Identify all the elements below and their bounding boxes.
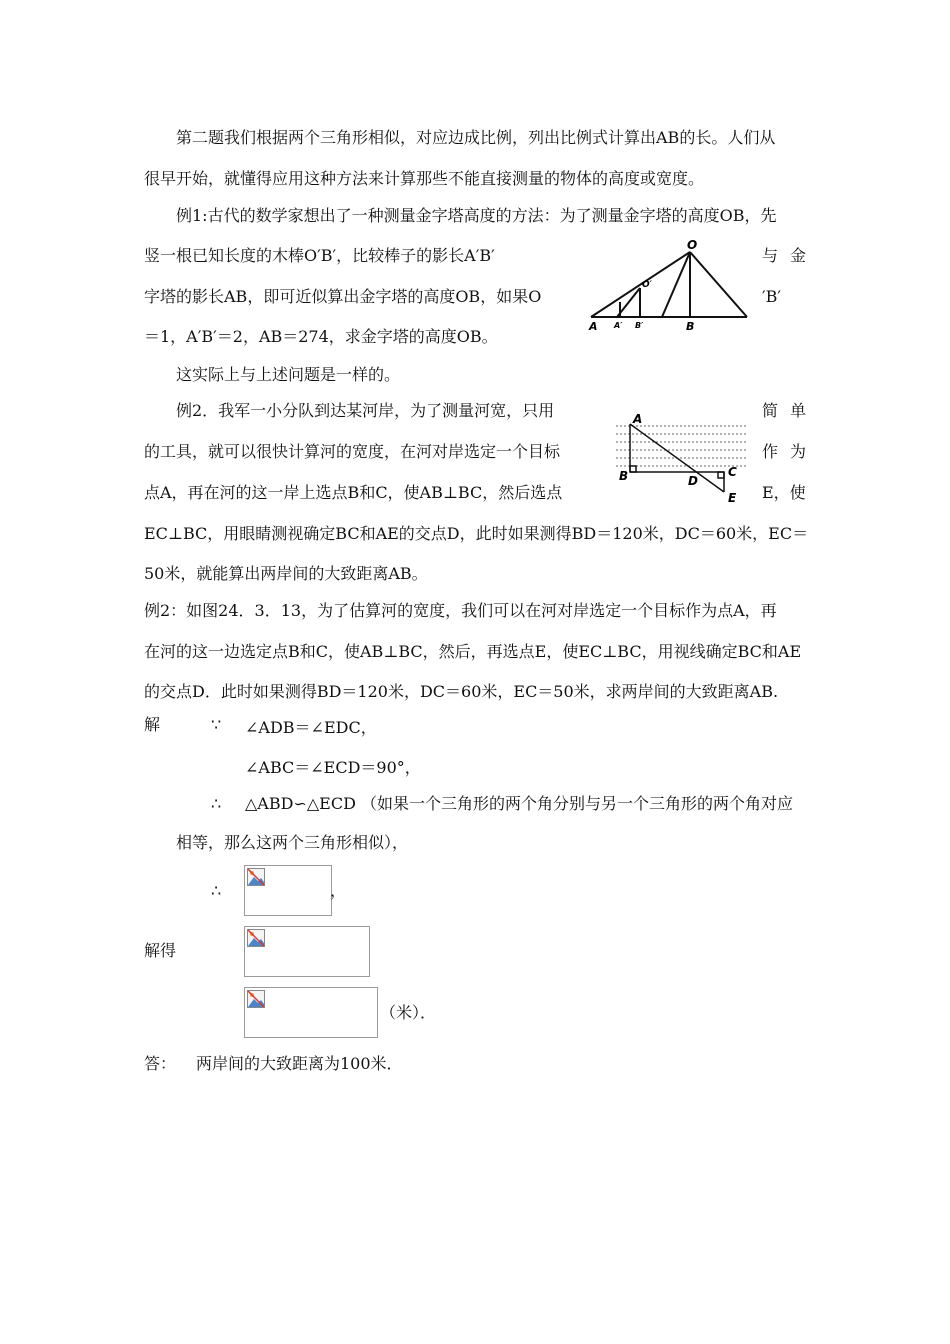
formula-comma: ， <box>330 881 347 900</box>
ex1-line3a: 字塔的影长AB，即可近似算出金字塔的高度OB，如果O <box>144 287 542 306</box>
solution-step1: ∠ADB＝∠EDC， <box>245 718 377 737</box>
fig2-right-angle-b <box>630 466 636 472</box>
same-problem-note: 这实际上与上述问题是一样的。 <box>176 365 401 384</box>
para-intro-line1: 第二题我们根据两个三角形相似，对应边成比例，列出比例式计算出AB的长。人们从 <box>176 128 776 147</box>
ex3-line1: 例2：如图24．3．13，为了估算河的宽度，我们可以在河对岸选定一个目标作为点A，再 <box>144 601 777 620</box>
fig1-label-a: A <box>589 320 598 333</box>
solution-label: 解 <box>144 715 161 734</box>
ex1-line1: 例1:古代的数学家想出了一种测量金字塔高度的方法：为了测量金字塔的高度OB，先 <box>176 206 777 225</box>
fig2-label-c: C <box>728 465 737 479</box>
ex1-line2b-char1: 与 <box>762 246 779 265</box>
broken-image-icon <box>247 929 265 947</box>
because-symbol: ∵ <box>211 715 222 734</box>
solve-label: 解得 <box>144 941 177 960</box>
fig2-label-b: B <box>619 469 629 483</box>
fig2-label-e: E <box>728 491 737 505</box>
fig1-label-b: B <box>686 320 695 333</box>
ex2-line2a: 的工具，就可以很快计算河的宽度，在河对岸选定一个目标 <box>144 442 561 461</box>
fig2-right-angle-c <box>718 472 724 478</box>
ex1-line2a: 竖一根已知长度的木棒O′B′，比较棒子的影长A′B′ <box>144 246 495 265</box>
ex2-line2b-char2: 为 <box>789 442 806 461</box>
fig1-slope-right <box>690 252 747 317</box>
solution-step4: 相等，那么这两个三角形相似）， <box>176 833 409 852</box>
therefore-symbol-1: ∴ <box>211 794 222 813</box>
ex1-line2b-char2: 金 <box>789 246 806 265</box>
unit-meters: （米）． <box>380 1003 437 1022</box>
fig1-label-a-prime: A′ <box>614 321 623 330</box>
ex1-line2b <box>762 245 806 267</box>
broken-image-icon <box>247 868 265 886</box>
ex2-line1b-char2: 单 <box>789 401 806 420</box>
ex2-line1b <box>762 400 806 422</box>
ex2-line2b-char1: 作 <box>762 442 779 461</box>
formula-image-3 <box>244 987 378 1038</box>
formula-image-1 <box>244 865 332 916</box>
fig2-label-d: D <box>688 474 698 488</box>
ex1-line4: ＝1，A′B′＝2，AB＝274，求金字塔的高度OB。 <box>144 327 498 346</box>
answer-text: 两岸间的大致距离为100米． <box>196 1054 403 1073</box>
fig1-label-o: O <box>687 240 698 252</box>
ex1-line3b: ′B′ <box>762 287 782 306</box>
fig2-label-a: A <box>633 412 643 426</box>
ex2-line4: EC⊥BC，用眼睛测视确定BC和AE的交点D，此时如果测得BD＝120米，DC＝60米，EC＝ <box>144 524 809 543</box>
fig1-label-o-prime: O′ <box>642 280 653 290</box>
ex3-line3: 的交点D．此时如果测得BD＝120米，DC＝60米，EC＝50米，求两岸间的大致距离AB. <box>144 682 779 701</box>
solution-step2: ∠ABC＝∠ECD＝90°， <box>245 758 421 777</box>
ex2-line3b: E，使 <box>762 483 806 502</box>
ex3-line2: 在河的这一边选定点B和C，使AB⊥BC，然后，再选点E，使EC⊥BC，用视线确定BC和AE <box>144 642 802 661</box>
ex2-line1b-char1: 简 <box>762 401 779 420</box>
pyramid-figure <box>587 240 757 335</box>
broken-image-icon <box>247 990 265 1008</box>
answer-label: 答： <box>144 1054 177 1073</box>
solution-step3: △ABD∽△ECD （如果一个三角形的两个角分别与另一个三角形的两个角对应 <box>245 794 793 813</box>
river-figure <box>606 410 756 510</box>
ex2-line3a: 点A，再在河的这一岸上选点B和C，使AB⊥BC，然后选点 <box>144 483 563 502</box>
ex2-line1a: 例2．我军一小分队到达某河岸，为了测量河宽，只用 <box>176 401 555 420</box>
therefore-symbol-2: ∴ <box>211 881 222 900</box>
fig1-label-b-prime: B′ <box>635 321 644 330</box>
ex2-line5: 50米，就能算出两岸间的大致距离AB。 <box>144 564 428 583</box>
formula-image-2 <box>244 926 370 977</box>
para-intro-line2: 很早开始，就懂得应用这种方法来计算那些不能直接测量的物体的高度或宽度。 <box>144 169 705 188</box>
ex2-line2b <box>762 441 806 463</box>
